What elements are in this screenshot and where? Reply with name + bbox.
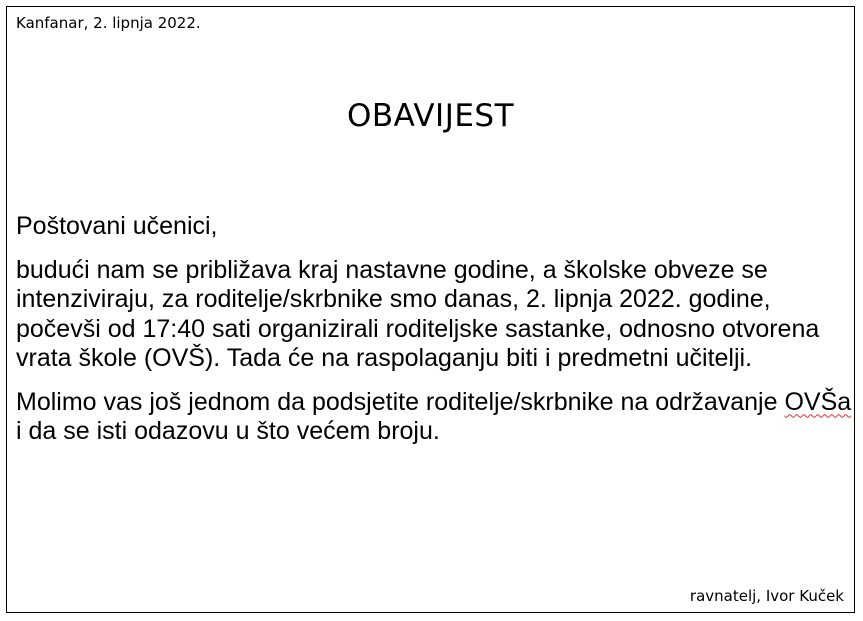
date-line: Kanfanar, 2. lipnja 2022.: [16, 14, 201, 32]
spellcheck-flagged-word[interactable]: OVŠa: [784, 387, 852, 416]
paragraph-2-end: i da se isti odazovu u što većem broju.: [16, 417, 440, 445]
paragraph-2-start: Molimo vas još jednom da podsjetite roditelje/skrbnike na održavanje: [16, 387, 785, 416]
paragraph-1: budući nam se približava kraj nastavne godine, a školske obveze se intenziviraju, za roditelje/skrbnike smo danas, 2. lipnja 2022. godine, počevši od 17:40 sati organizirali roditeljske sastanke, odnosno otvorena vrata škole (OVŠ). Tada će na raspolaganju biti i predmetni učitelji.: [16, 255, 820, 372]
document-page: [6, 6, 855, 613]
signature: ravnatelj, Ivor Kuček: [689, 587, 844, 605]
greeting: Poštovani učenici,: [16, 212, 218, 240]
paragraph-2: [16, 388, 852, 447]
document-body: [16, 212, 852, 461]
document-title: OBAVIJEST: [346, 98, 515, 134]
